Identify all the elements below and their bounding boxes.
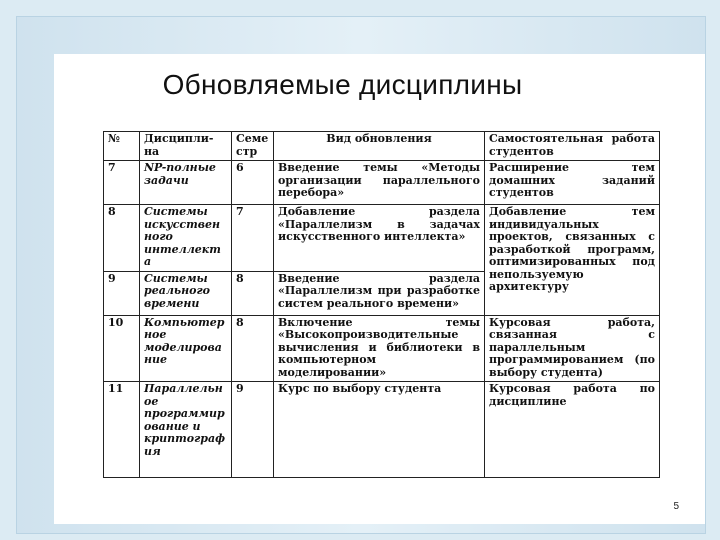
header-update-type: Вид обновления — [274, 132, 485, 161]
row-num: 10 — [104, 315, 140, 382]
header-num: № — [104, 132, 140, 161]
row-discipline: NP-полные задачи — [140, 161, 232, 205]
row-num: 9 — [104, 271, 140, 315]
header-student-work: Самостоятельная работа студентов — [485, 132, 660, 161]
row-semester: 7 — [232, 205, 274, 272]
table-row — [104, 161, 660, 205]
disciplines-table — [103, 131, 660, 478]
row-student-work: Курсовая работа, связанная с параллельным программированием (по выбору студента) — [485, 315, 660, 382]
row-num: 11 — [104, 382, 140, 478]
row-discipline: Системы искусственного интеллекта — [140, 205, 232, 272]
row-update-type: Введение темы «Методы организации параллельного перебора» — [274, 161, 485, 205]
row-update-type: Включение темы «Высокопроизводительные вычисления и библиотеки в компьютерном моделировании» — [274, 315, 485, 382]
row-student-work: Добавление тем индивидуальных проектов, связанных с разработкой программ, оптимизированных под непользуемую архитектуру — [485, 205, 660, 316]
row-update-type: Добавление раздела «Параллелизм в задачах искусственного интеллекта» — [274, 205, 485, 272]
row-num: 7 — [104, 161, 140, 205]
row-num: 8 — [104, 205, 140, 272]
row-discipline: Компьютерное моделирование — [140, 315, 232, 382]
table-header-row — [104, 132, 660, 161]
row-discipline: Параллельное программирование и криптография — [140, 382, 232, 478]
slide-title: Обновляемые дисциплины — [162, 69, 523, 100]
row-semester: 9 — [232, 382, 274, 478]
slide-frame — [16, 16, 706, 534]
header-semester: Семестр — [232, 132, 274, 161]
header-discipline: Дисципли-на — [140, 132, 232, 161]
row-semester: 6 — [232, 161, 274, 205]
row-update-type: Введение раздела «Параллелизм при разработке систем реального времени» — [274, 271, 485, 315]
row-discipline: Системы реального времени — [140, 271, 232, 315]
row-student-work: Расширение тем домашних заданий студентов — [485, 161, 660, 205]
slide-content — [54, 54, 705, 524]
row-semester: 8 — [232, 271, 274, 315]
table-row — [104, 382, 660, 478]
table-row — [104, 205, 660, 272]
row-update-type: Курс по выбору студента — [274, 382, 485, 478]
row-semester: 8 — [232, 315, 274, 382]
row-student-work: Курсовая работа по дисциплине — [485, 382, 660, 478]
page-number: 5 — [673, 501, 679, 512]
table-row — [104, 315, 660, 382]
